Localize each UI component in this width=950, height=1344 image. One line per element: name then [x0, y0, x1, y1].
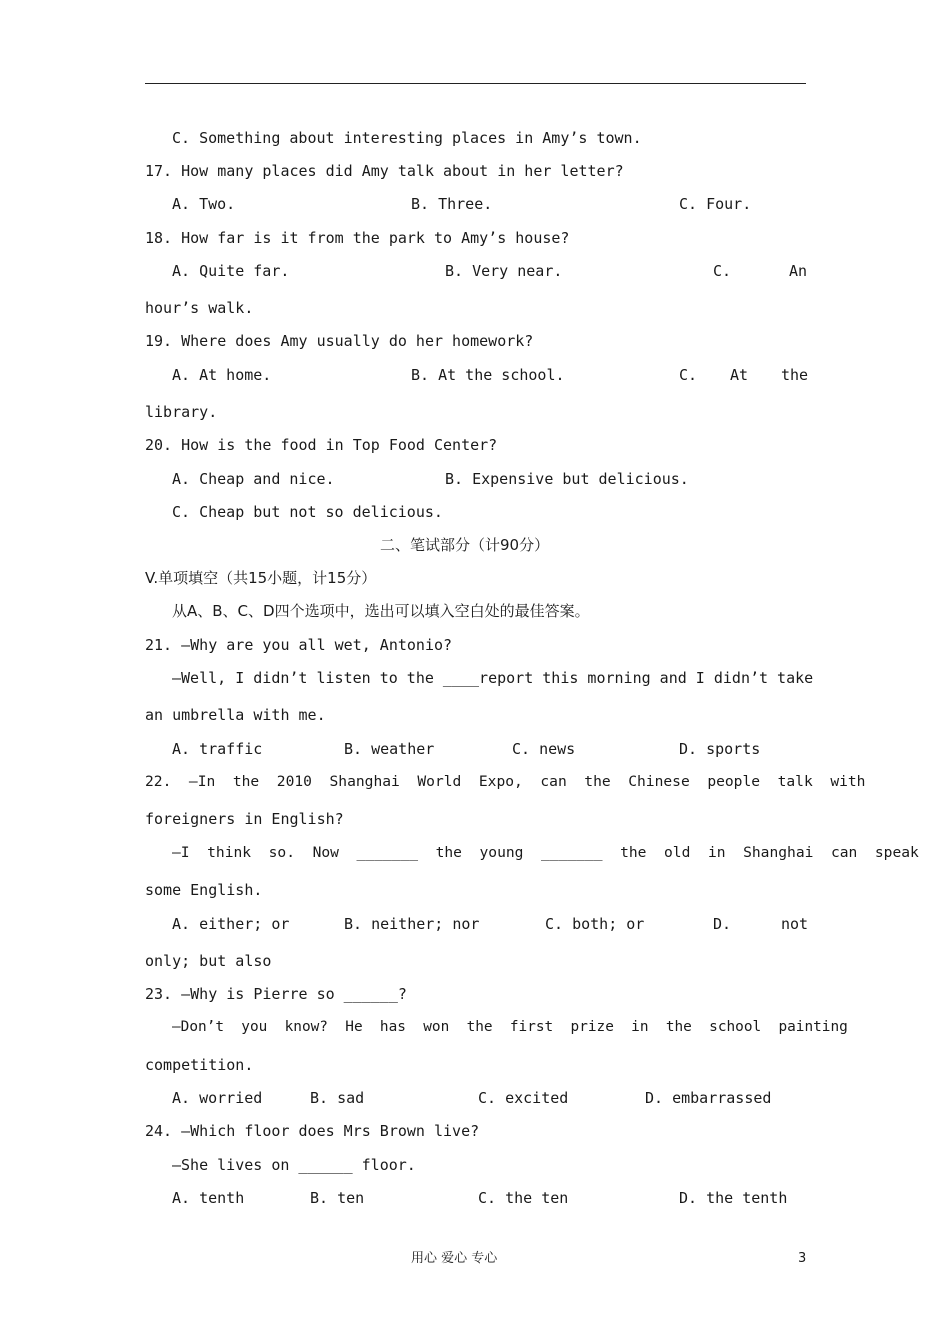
- q18-stem: 18. How far is it from the park to Amy’s house?: [145, 229, 570, 247]
- section-v-instruction: 从A、B、C、D四个选项中，选出可以填入空白处的最佳答案。: [172, 602, 590, 620]
- q24-option-a: A. tenth: [172, 1189, 245, 1207]
- written-section-heading: 二、笔试部分（计90分）: [380, 536, 550, 554]
- q23-stem: 23. —Why is Pierre so ______?: [145, 985, 407, 1003]
- q21-stem: 21. —Why are you all wet, Antonio?: [145, 636, 453, 654]
- q20-option-c: C. Cheap but not so delicious.: [172, 503, 443, 521]
- page-number: 3: [798, 1251, 807, 1266]
- q24-option-b: B. ten: [310, 1189, 365, 1207]
- q18-option-c-wrap: hour’s walk.: [145, 299, 254, 317]
- q19-option-c-word1: At: [730, 366, 749, 384]
- q20-option-b: B. Expensive but delicious.: [445, 470, 689, 488]
- q23-reply: —Don’t you know? He has won the first prize in the school painting: [172, 1019, 848, 1035]
- q21-option-d: D. sports: [679, 740, 761, 758]
- q18-option-a: A. Quite far.: [172, 262, 290, 280]
- q21-option-c: C. news: [512, 740, 576, 758]
- q23-option-b: B. sad: [310, 1089, 365, 1107]
- q23-option-c: C. excited: [478, 1089, 569, 1107]
- q23-reply-wrap: competition.: [145, 1056, 254, 1074]
- q22-option-d-word: not: [781, 915, 809, 933]
- footer-motto: 用心 爱心 专心: [411, 1251, 498, 1266]
- q17-option-b: B. Three.: [411, 195, 493, 213]
- q19-stem: 19. Where does Amy usually do her homework?: [145, 332, 534, 350]
- q20-stem: 20. How is the food in Top Food Center?: [145, 436, 498, 454]
- q18-option-b: B. Very near.: [445, 262, 563, 280]
- q22-option-d-wrap: only; but also: [145, 952, 272, 970]
- q18-option-c-label: C.: [713, 262, 732, 280]
- q18-option-c-word: An: [789, 262, 808, 280]
- q23-option-d: D. embarrassed: [645, 1089, 772, 1107]
- q24-option-d: D. the tenth: [679, 1189, 788, 1207]
- q24-reply: —She lives on ______ floor.: [172, 1156, 416, 1174]
- q17-option-c: C. Four.: [679, 195, 752, 213]
- section-v-title: V.单项填空（共15小题，计15分）: [145, 569, 377, 587]
- q20-option-a: A. Cheap and nice.: [172, 470, 335, 488]
- q19-option-b: B. At the school.: [411, 366, 565, 384]
- q22-reply: —I think so. Now _______ the young _______ the old in Shanghai can speak: [172, 844, 919, 861]
- q21-reply: —Well, I didn’t listen to the ____report this morning and I didn’t take: [172, 669, 814, 687]
- q17-stem: 17. How many places did Amy talk about in her letter?: [145, 162, 624, 180]
- q24-stem: 24. —Which floor does Mrs Brown live?: [145, 1122, 480, 1140]
- q22-stem: 22. —In the 2010 Shanghai World Expo, can the Chinese people talk with: [145, 773, 866, 790]
- header-rule: [145, 83, 806, 84]
- q22-option-d-label: D.: [713, 915, 732, 933]
- q19-option-c-label: C.: [679, 366, 698, 384]
- q24-option-c: C. the ten: [478, 1189, 569, 1207]
- q21-option-a: A. traffic: [172, 740, 263, 758]
- q23-option-a: A. worried: [172, 1089, 263, 1107]
- q22-option-a: A. either; or: [172, 915, 290, 933]
- q17-option-a: A. Two.: [172, 195, 236, 213]
- q16-option-c: C. Something about interesting places in Amy’s town.: [172, 129, 642, 147]
- q22-option-b: B. neither; nor: [344, 915, 480, 933]
- q22-reply-wrap: some English.: [145, 881, 263, 899]
- q19-option-a: A. At home.: [172, 366, 272, 384]
- q21-option-b: B. weather: [344, 740, 435, 758]
- q22-stem-wrap: foreigners in English?: [145, 810, 344, 828]
- q19-option-c-word2: the: [781, 366, 809, 384]
- q22-option-c: C. both; or: [545, 915, 645, 933]
- q19-option-c-wrap: library.: [145, 403, 218, 421]
- q21-reply-wrap: an umbrella with me.: [145, 706, 326, 724]
